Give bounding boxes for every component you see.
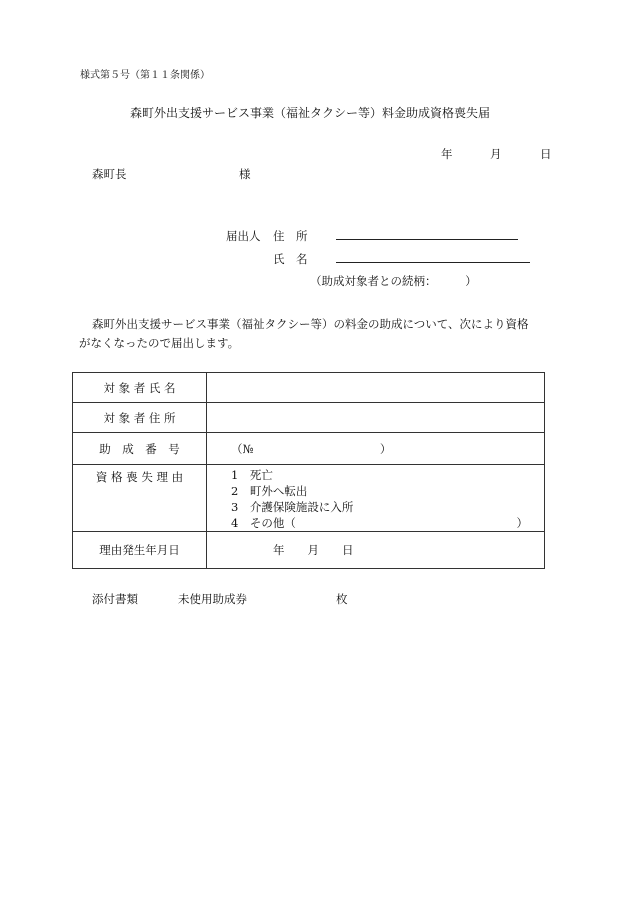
addressee-honorific: 様 bbox=[239, 167, 251, 181]
table-row bbox=[73, 532, 545, 569]
reason-date-label: 理由発生年月日 bbox=[73, 532, 207, 569]
form-number: 様式第５号（第１１条関係） bbox=[80, 70, 210, 81]
attachment-unit: 枚 bbox=[336, 592, 348, 606]
table-row bbox=[73, 373, 545, 403]
addressee-name: 森町長 bbox=[92, 167, 127, 181]
reason-option-care-facility[interactable]: 3 介護保険施設に入所 bbox=[231, 500, 354, 514]
reason-other-label: 4 その他（ bbox=[231, 516, 296, 530]
date-month: 月 bbox=[490, 147, 502, 161]
subject-address-field[interactable] bbox=[207, 403, 545, 433]
name-line[interactable] bbox=[336, 262, 530, 263]
document-title: 森町外出支援サービス事業（福祉タクシー等）料金助成資格喪失届 bbox=[130, 106, 491, 120]
subsidy-number-field[interactable]: （№ ） bbox=[207, 433, 545, 465]
reason-other-close-paren: ） bbox=[516, 516, 528, 530]
address-label: 住 所 bbox=[273, 229, 308, 243]
subsidy-number-label: 助 成 番 号 bbox=[73, 433, 207, 465]
reason-option-death[interactable]: 1 死亡 bbox=[231, 468, 273, 482]
table-row bbox=[73, 465, 545, 532]
loss-reason-field[interactable] bbox=[207, 465, 545, 532]
table-row bbox=[73, 433, 545, 465]
address-line[interactable] bbox=[336, 239, 518, 240]
attachment-item: 未使用助成券 bbox=[178, 592, 247, 606]
reason-date-placeholder: 年 月 日 bbox=[273, 543, 354, 557]
reason-option-move-out[interactable]: 2 町外へ転出 bbox=[231, 484, 308, 498]
loss-reason-label: 資 格 喪 失 理 由 bbox=[73, 465, 207, 532]
date-day: 日 bbox=[540, 147, 552, 161]
body-text-line2: がなくなったので届出します。 bbox=[79, 336, 240, 350]
attachment-label: 添付書類 bbox=[92, 592, 138, 606]
notifier-label: 届出人 bbox=[226, 229, 261, 243]
body-text-line1: 森町外出支援サービス事業（福祉タクシー等）の料金の助成について、次により資格 bbox=[92, 317, 529, 331]
notification-table bbox=[72, 372, 545, 569]
reason-option-other[interactable] bbox=[231, 515, 544, 531]
date-year: 年 bbox=[441, 147, 453, 161]
subject-address-label: 対 象 者 住 所 bbox=[73, 403, 207, 433]
subject-name-label: 対 象 者 氏 名 bbox=[73, 373, 207, 403]
relation-label: （助成対象者との続柄： ） bbox=[310, 274, 477, 288]
subject-name-field[interactable] bbox=[207, 373, 545, 403]
name-label: 氏 名 bbox=[273, 252, 308, 266]
reason-date-field[interactable] bbox=[207, 532, 545, 569]
table-row bbox=[73, 403, 545, 433]
